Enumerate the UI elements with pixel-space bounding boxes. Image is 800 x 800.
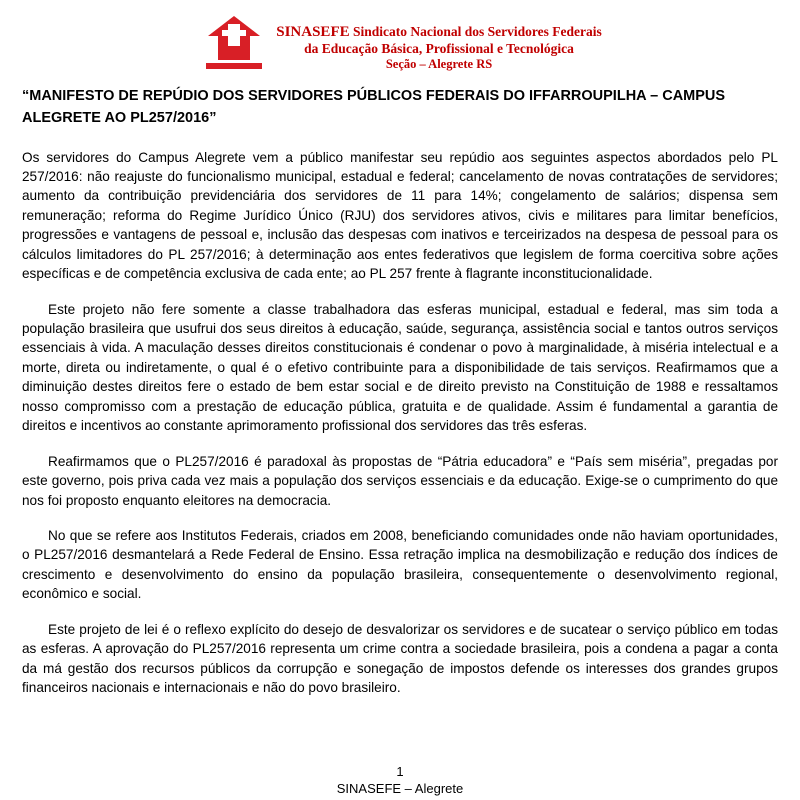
paragraph: Este projeto não fere somente a classe trabalhadora das esferas municipal, estadual e federal, mas sim toda a população brasileira que usufrui dos seus direitos à educação, saúde, segurança, assistência social e tantos outros serviços essenciais à vida. A maculação desses direitos constitucionais é condenar o povo à marginalidade, à miséria intelectual e a morte, direta ou indiretamente, o qual é o efetivo contribuinte para a disponibilidade de tais serviços. Reafirmamos que a diminuição destes direitos fere o estado de bem estar social e de direito previsto na Constituição de 1988 e ressaltamos nosso compromisso com a prestação de educação pública, gratuita e de qualidade. Assim é fundamental a garantia de direitos e incentivos ao constante aprimoramento profissional dos servidores das três esferas. — [22, 301, 778, 434]
page-title: “MANIFESTO DE REPÚDIO DOS SERVIDORES PÚBLICOS FEDERAIS DO IFFARROUPILHA – CAMPUS ALEGRETE AO PL257/2016” — [22, 88, 726, 126]
page-number: 1 — [396, 763, 404, 779]
org-title-line-2: da Educação Básica, Profissional e Tecnológica — [304, 41, 574, 57]
paragraph: Este projeto de lei é o reflexo explícito do desejo de desvalorizar os servidores e de sucatear o serviço público em todas as esferas. A aprovação do PL257/2016 representa um crime contra a sociedade brasileira, pois a condena a pagar a conta da má gestão dos recursos públicos da corrupção e sonegação de impostos defende os interesses dos grandes grupos financeiros nacionais e internacionais e não do povo brasileiro. — [22, 621, 778, 695]
footer-label: SINASEFE – Alegrete — [336, 781, 464, 797]
org-fullname: Sindicato Nacional dos Servidores Federais — [352, 23, 602, 39]
paragraph: No que se refere aos Institutos Federais, criados em 2008, beneficiando comunidades onde não haviam oportunidades, o PL257/2016 desmantelará a Rede Federal de Ensino. Essa retração implica na desmobilização e redução dos índices de crescimento e desenvolvimento do ensino da população brasileira, consequentemente o desenvolvimento regional, econômico e social. — [22, 527, 778, 602]
page-footer — [0, 763, 800, 798]
document-header — [22, 14, 778, 72]
org-title-line-3: Seção – Alegrete RS — [385, 57, 493, 72]
org-acronym: SINASEFE — [276, 23, 350, 40]
header-text — [276, 24, 602, 72]
paragraph: Reafirmamos que o PL257/2016 é paradoxal às propostas de “Pátria educadora” e “País sem miséria”, pregadas por este governo, pois priva cada vez mais a população dos serviços essenciais e da educação. Exige-se o cumprimento do que nos foi proposto enquanto eleitores na democracia. — [22, 453, 778, 508]
document-body — [22, 148, 778, 698]
logo-row — [198, 14, 602, 72]
paragraph: Os servidores do Campus Alegrete vem a público manifestar seu repúdio aos seguintes aspectos abordados pelo PL 257/2016: não reajuste do funcionalismo municipal, estadual e federal; cancelamento de novas contratações de servidores; aumento da contribuição previdenciária dos servidores de 11 para 14%; congelamento de salários; dispensa sem remuneração; reforma do Regime Jurídico Único (RJU) dos servidores ativos, civis e militares para limitar benefícios, progressões e vantagens de pessoal e, inclusão das despesas com inativos e terceirizados na despesa de pessoal para os cálculos limitadores do PL 257/2016; à determinação aos entes federativos que legislem de forma coercitiva sobre ações específicas e de competência exclusiva de cada ente; ao PL 257 frente à flagrante inconstitucionalidade. — [22, 149, 778, 282]
sinasefe-arrow-logo-icon — [198, 14, 270, 72]
org-title-line-1 — [276, 24, 602, 42]
